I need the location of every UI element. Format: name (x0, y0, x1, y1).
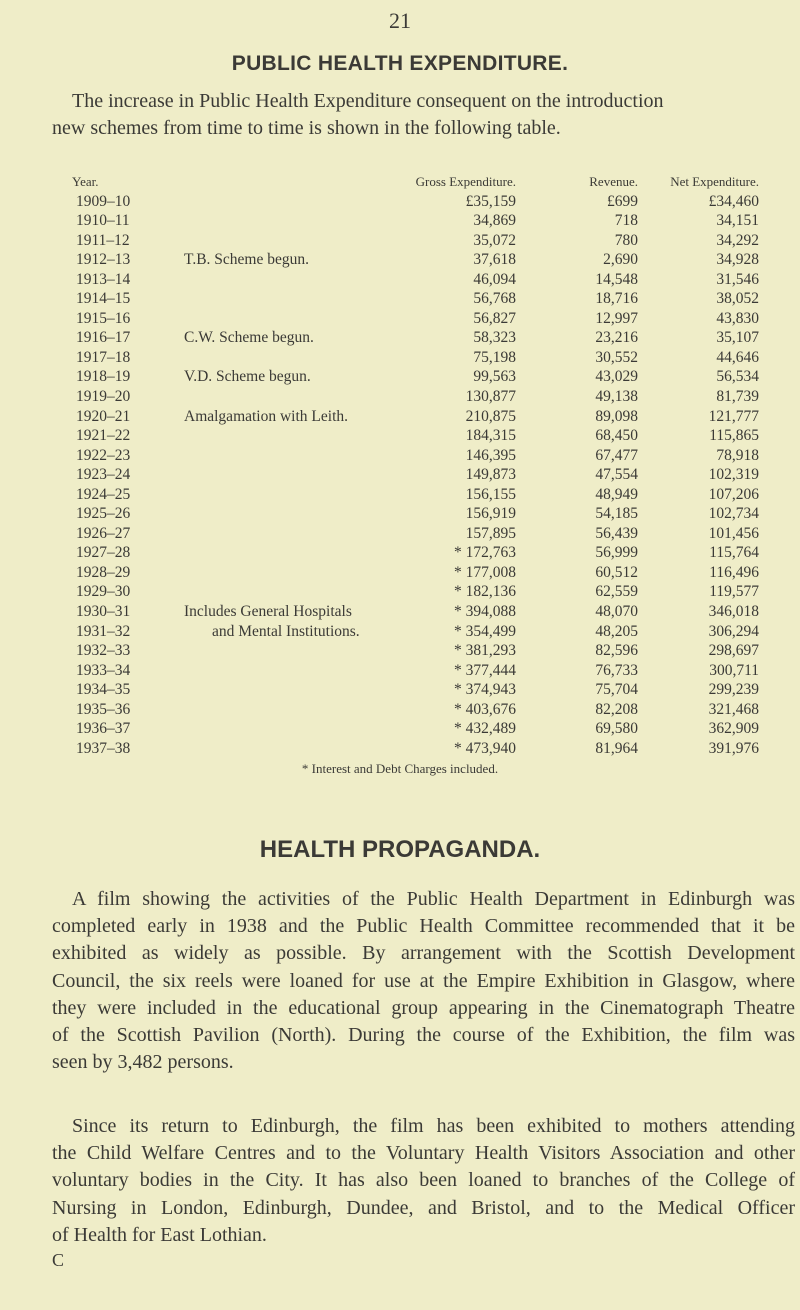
year-cell: 1925–26 (76, 505, 131, 523)
revenue-cell: 43,029 (595, 368, 638, 386)
revenue-cell: £699 (607, 192, 638, 210)
gross-cell: 156,155 (465, 485, 516, 503)
note-cell (184, 446, 412, 466)
year-cell: 1927–28 (76, 544, 131, 562)
note-cell (184, 426, 412, 446)
table-row (40, 700, 759, 720)
gross-cell: 184,315 (465, 427, 516, 445)
table-row (40, 582, 759, 602)
table-row (40, 231, 759, 251)
revenue-cell: 780 (614, 231, 638, 249)
note-cell (184, 700, 412, 720)
revenue-cell: 48,205 (595, 622, 638, 640)
year-cell: 1932–33 (76, 642, 131, 660)
revenue-cell: 89,098 (595, 407, 638, 425)
year-cell: 1926–27 (76, 524, 131, 542)
year-cell: 1931–32 (76, 622, 131, 640)
year-cell: 1928–29 (76, 563, 131, 581)
net-cell: 44,646 (716, 348, 759, 366)
net-cell: 78,918 (716, 446, 759, 464)
table-row (40, 504, 759, 524)
year-cell: 1917–18 (76, 348, 131, 366)
year-cell: 1934–35 (76, 681, 131, 699)
net-cell: 102,734 (708, 505, 759, 523)
note-cell: C.W. Scheme begun. (184, 329, 314, 347)
net-cell: 306,294 (708, 622, 759, 640)
revenue-cell: 718 (614, 212, 638, 230)
revenue-cell: 60,512 (595, 563, 638, 581)
signature-mark: C (52, 1250, 65, 1270)
year-cell: 1922–23 (76, 446, 131, 464)
note-cell (184, 504, 412, 524)
paragraph-line: Nursing in London, Edinburgh, Dundee, and Bristol, and to the Medical Officer (52, 1196, 795, 1219)
revenue-cell: 49,138 (595, 388, 638, 406)
note-cell (184, 485, 412, 505)
year-cell: 1915–16 (76, 309, 131, 327)
year-cell: 1930–31 (76, 603, 131, 621)
revenue-cell: 75,704 (595, 681, 638, 699)
year-cell: 1935–36 (76, 700, 131, 718)
table-row (40, 250, 759, 270)
table-row (40, 602, 759, 622)
table-row (40, 289, 759, 309)
year-cell: 1923–24 (76, 466, 131, 484)
gross-cell: * 394,088 (454, 603, 516, 621)
header-year: Year. (72, 174, 99, 189)
table-row (40, 407, 759, 427)
gross-cell: 130,877 (465, 388, 516, 406)
gross-cell: 34,869 (473, 212, 516, 230)
gross-cell: * 473,940 (454, 739, 516, 757)
year-cell: 1936–37 (76, 720, 131, 738)
table-row (40, 348, 759, 368)
note-cell (184, 582, 412, 602)
note-cell: Amalgamation with Leith. (184, 407, 349, 425)
table-row (40, 328, 759, 348)
year-cell: 1918–19 (76, 368, 131, 386)
revenue-cell: 48,070 (595, 603, 638, 621)
gross-cell: * 374,943 (454, 681, 516, 699)
gross-cell: 46,094 (473, 270, 516, 288)
gross-cell: * 182,136 (454, 583, 516, 601)
net-cell: 56,534 (716, 368, 759, 386)
revenue-cell: 56,999 (595, 544, 638, 562)
header-gross: Gross Expenditure. (415, 174, 516, 189)
note-cell (184, 348, 412, 368)
note-cell (184, 719, 412, 739)
note-cell: Includes General Hospitals (184, 603, 352, 621)
revenue-cell: 67,477 (595, 446, 638, 464)
note-cell (184, 192, 412, 212)
paragraph-line: of the Scottish Pavilion (North). During the course of the Exhibition, the film was (52, 1024, 795, 1046)
net-cell: 121,777 (708, 407, 759, 425)
net-cell: 119,577 (709, 583, 759, 601)
note-cell (184, 641, 412, 661)
net-cell: 101,456 (708, 524, 759, 542)
net-cell: 300,711 (709, 661, 759, 679)
year-cell: 1921–22 (76, 427, 131, 445)
table-row (40, 211, 759, 231)
note-cell (184, 524, 412, 544)
revenue-cell: 48,949 (595, 485, 638, 503)
gross-cell: 99,563 (473, 368, 516, 386)
note-cell (184, 387, 412, 407)
paragraph-line: Council, the six reels were loaned for use at the Empire Exhibition in Glasgow, where (52, 969, 795, 992)
table-row (40, 465, 759, 485)
net-cell: 116,496 (709, 563, 759, 581)
year-cell: 1913–14 (76, 270, 131, 288)
paragraph-line: completed early in 1938 and the Public Health Committee recommended that it be (52, 915, 795, 938)
header-net: Net Expenditure. (670, 174, 759, 189)
gross-cell: 146,395 (465, 446, 516, 464)
gross-cell: * 377,444 (454, 661, 516, 679)
revenue-cell: 47,554 (595, 466, 638, 484)
net-cell: 81,739 (716, 388, 759, 406)
note-cell: and Mental Institutions. (212, 622, 360, 640)
revenue-cell: 2,690 (603, 251, 638, 269)
gross-cell: 75,198 (473, 348, 516, 366)
note-cell (184, 309, 412, 329)
revenue-cell: 30,552 (595, 348, 638, 366)
year-cell: 1929–30 (76, 583, 131, 601)
gross-cell: 56,827 (473, 309, 516, 327)
year-cell: 1911–12 (76, 231, 130, 249)
table-footnote: * Interest and Debt Charges included. (301, 761, 499, 776)
revenue-cell: 82,208 (595, 700, 638, 718)
net-cell: 362,909 (708, 720, 759, 738)
table-row (40, 192, 759, 212)
revenue-cell: 18,716 (595, 290, 638, 308)
gross-cell: 56,768 (473, 290, 516, 308)
note-cell (184, 211, 412, 231)
paragraph-line: Since its return to Edinburgh, the film has been exhibited to mothers attending (72, 1115, 795, 1137)
page-number: 21 (389, 8, 411, 33)
table-row (40, 485, 759, 505)
gross-cell: * 172,763 (454, 544, 516, 562)
revenue-cell: 56,439 (595, 524, 638, 542)
note-cell: V.D. Scheme begun. (184, 368, 311, 386)
revenue-cell: 68,450 (595, 427, 638, 445)
gross-cell: 156,919 (465, 505, 516, 523)
gross-cell: 210,875 (465, 407, 516, 425)
net-cell: 35,107 (716, 329, 759, 347)
paragraph-line: they were included in the educational group appearing in the Cinematograph Theatre (52, 996, 795, 1019)
net-cell: 298,697 (708, 642, 759, 660)
net-cell: 391,976 (708, 739, 759, 757)
note-cell (184, 543, 412, 563)
table-row (40, 446, 759, 466)
gross-cell: * 354,499 (454, 622, 516, 640)
table-row (40, 641, 759, 661)
revenue-cell: 62,559 (595, 583, 638, 601)
net-cell: 43,830 (716, 309, 759, 327)
intro-line: new schemes from time to time is shown in the following table. (52, 117, 561, 139)
gross-cell: 35,072 (473, 231, 516, 249)
intro-line: The increase in Public Health Expenditure consequent on the introduction (72, 90, 664, 112)
net-cell: 115,865 (709, 427, 759, 445)
gross-cell: £35,159 (465, 192, 516, 210)
gross-cell: 149,873 (465, 466, 516, 484)
header-note (184, 172, 412, 192)
table-row (40, 680, 759, 700)
year-cell: 1933–34 (76, 661, 131, 679)
note-cell (184, 289, 412, 309)
table-row (40, 309, 759, 329)
gross-cell: * 432,489 (454, 720, 516, 738)
revenue-cell: 23,216 (595, 329, 638, 347)
note-cell (184, 270, 412, 290)
year-cell: 1916–17 (76, 329, 131, 347)
net-cell: 31,546 (716, 270, 759, 288)
page-title: PUBLIC HEALTH EXPENDITURE. (231, 52, 569, 75)
expenditure-table (40, 172, 759, 758)
net-cell: 321,468 (708, 700, 759, 718)
net-cell: 299,239 (708, 681, 759, 699)
revenue-cell: 14,548 (595, 270, 638, 288)
net-cell: 346,018 (708, 603, 759, 621)
gross-cell: 37,618 (473, 251, 516, 269)
gross-cell: * 403,676 (454, 700, 516, 718)
table-row (40, 524, 759, 544)
paragraph-line: of Health for East Lothian. (52, 1223, 267, 1246)
note-cell (184, 680, 412, 700)
paragraph-line: the Child Welfare Centres and to the Voluntary Health Visitors Association and other (52, 1142, 795, 1165)
paragraph-line: voluntary bodies in the City. It has also been loaned to branches of the College of (52, 1169, 795, 1192)
table-row (40, 661, 759, 681)
gross-cell: 58,323 (473, 329, 516, 347)
table-row (40, 387, 759, 407)
revenue-cell: 76,733 (595, 661, 638, 679)
revenue-cell: 69,580 (595, 720, 638, 738)
note-cell (184, 231, 412, 251)
table-row (40, 270, 759, 290)
year-cell: 1914–15 (76, 290, 131, 308)
net-cell: 102,319 (708, 466, 759, 484)
paragraph-line: exhibited as widely as possible. By arrangement with the Scottish Development (52, 942, 795, 965)
table-row (40, 739, 759, 759)
table-row (40, 622, 759, 642)
table-row (40, 543, 759, 563)
gross-cell: 157,895 (465, 524, 516, 542)
net-cell: 34,151 (716, 212, 759, 230)
revenue-cell: 82,596 (595, 642, 638, 660)
year-cell: 1924–25 (76, 485, 131, 503)
year-cell: 1937–38 (76, 739, 131, 757)
gross-cell: * 381,293 (454, 642, 516, 660)
revenue-cell: 12,997 (595, 309, 638, 327)
revenue-cell: 81,964 (595, 739, 638, 757)
net-cell: 115,764 (709, 544, 759, 562)
note-cell (184, 465, 412, 485)
year-cell: 1910–11 (76, 212, 130, 230)
table-row (40, 563, 759, 583)
net-cell: 34,928 (716, 251, 759, 269)
note-cell (184, 563, 412, 583)
revenue-cell: 54,185 (595, 505, 638, 523)
paragraph-line: seen by 3,482 persons. (52, 1051, 234, 1074)
gross-cell: * 177,008 (454, 563, 516, 581)
section-title: HEALTH PROPAGANDA. (259, 836, 541, 863)
year-cell: 1909–10 (76, 192, 131, 210)
net-cell: 107,206 (708, 485, 759, 503)
net-cell: 34,292 (716, 231, 759, 249)
note-cell: T.B. Scheme begun. (184, 251, 309, 269)
paragraph-line: A film showing the activities of the Public Health Department in Edinburgh was (72, 888, 795, 910)
year-cell: 1920–21 (76, 407, 131, 425)
net-cell: 38,052 (716, 290, 759, 308)
table-row (40, 367, 759, 387)
net-cell: £34,460 (708, 192, 759, 210)
table-row (40, 426, 759, 446)
note-cell (184, 739, 412, 759)
table-row (40, 719, 759, 739)
year-cell: 1912–13 (76, 251, 131, 269)
header-revenue: Revenue. (589, 174, 638, 189)
table-header-row (40, 172, 759, 192)
year-cell: 1919–20 (76, 388, 131, 406)
note-cell (184, 661, 412, 681)
